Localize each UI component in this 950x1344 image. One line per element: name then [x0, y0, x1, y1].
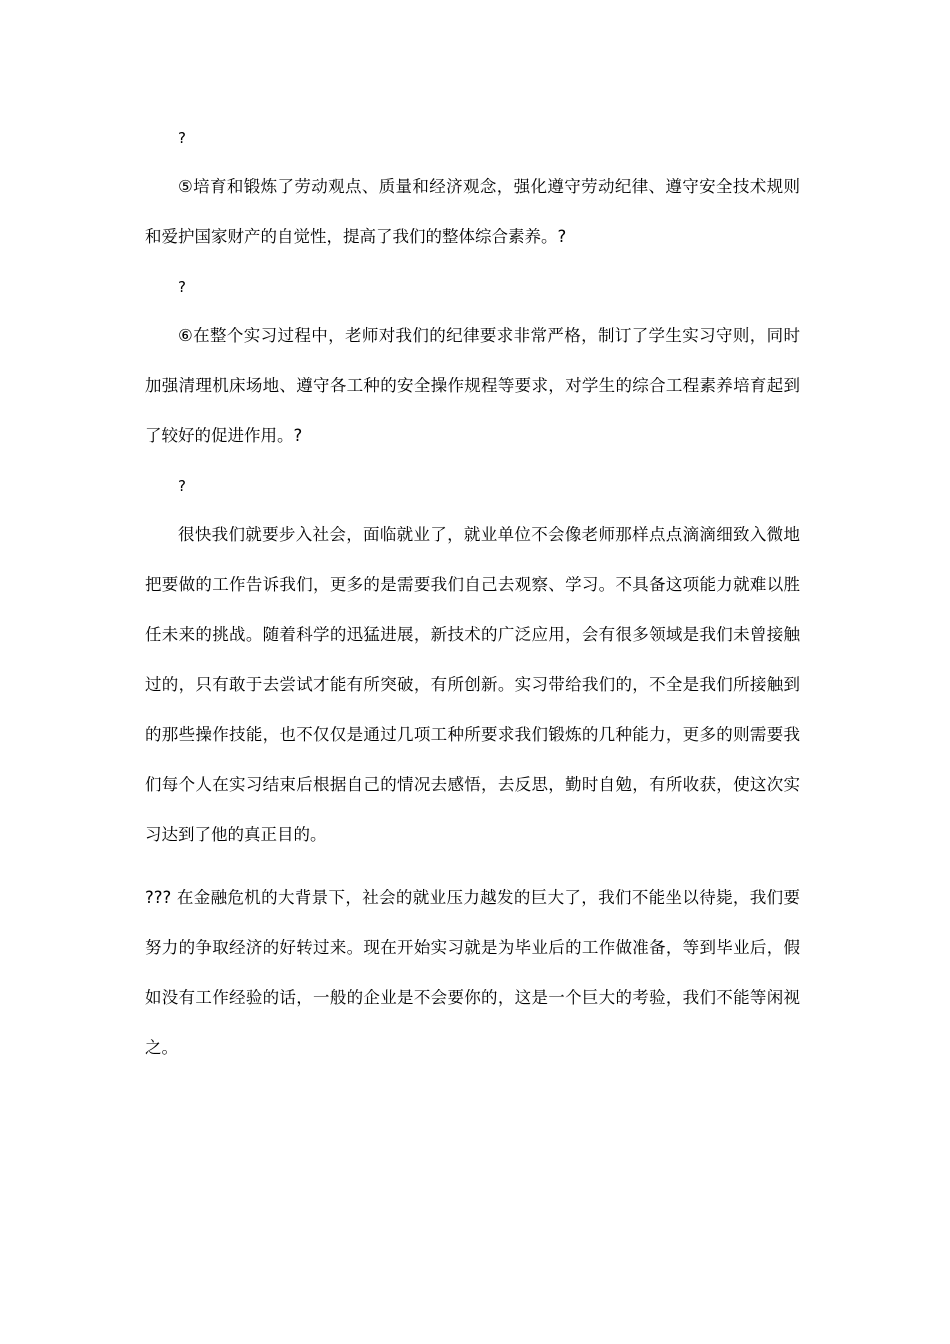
paragraph-6-discipline: ⑥在整个实习过程中，老师对我们的纪律要求非常严格，制订了学生实习守则，同时加强清理机床场地、遵守各工种的安全操作规程等要求，对学生的综合工程素养培育起到了较好的促进作用。?: [145, 326, 800, 445]
paragraph-entering-society: 很快我们就要步入社会，面临就业了，就业单位不会像老师那样点点滴滴细致入微地把要做的工作告诉我们，更多的是需要我们自己去观察、学习。不具备这项能力就难以胜任未来的挑战。随着科学的迅猛进展，新技术的广泛应用，会有很多领域是我们未曾接触过的，只有敢于去尝试才能有所突破，有所创新。实习带给我们的，不全是我们所接触到的那些操作技能，也不仅仅是通过几项工种所要求我们锻炼的几种能力，更多的则需要我们每个人在实习结束后根据自己的情况去感悟，去反思，勤时自勉，有所收获，使这次实习达到了他的真正目的。: [145, 525, 800, 844]
placeholder-mark-3: ?: [178, 477, 186, 495]
placeholder-mark-1: ?: [178, 129, 186, 147]
paragraph-financial-crisis: ??? 在金融危机的大背景下，社会的就业压力越发的巨大了，我们不能坐以待毙，我们要努力的争取经济的好转过来。现在开始实习就是为毕业后的工作做准备，等到毕业后，假如没有工作经验的话，一般的企业是不会要你的，这是一个巨大的考验，我们不能等闲视之。: [145, 888, 800, 1057]
paragraph-5-labor-awareness: ⑤培育和锻炼了劳动观点、质量和经济观念，强化遵守劳动纪律、遵守安全技术规则和爱护国家财产的自觉性，提高了我们的整体综合素养。?: [145, 177, 800, 246]
placeholder-mark-2: ?: [178, 278, 186, 296]
